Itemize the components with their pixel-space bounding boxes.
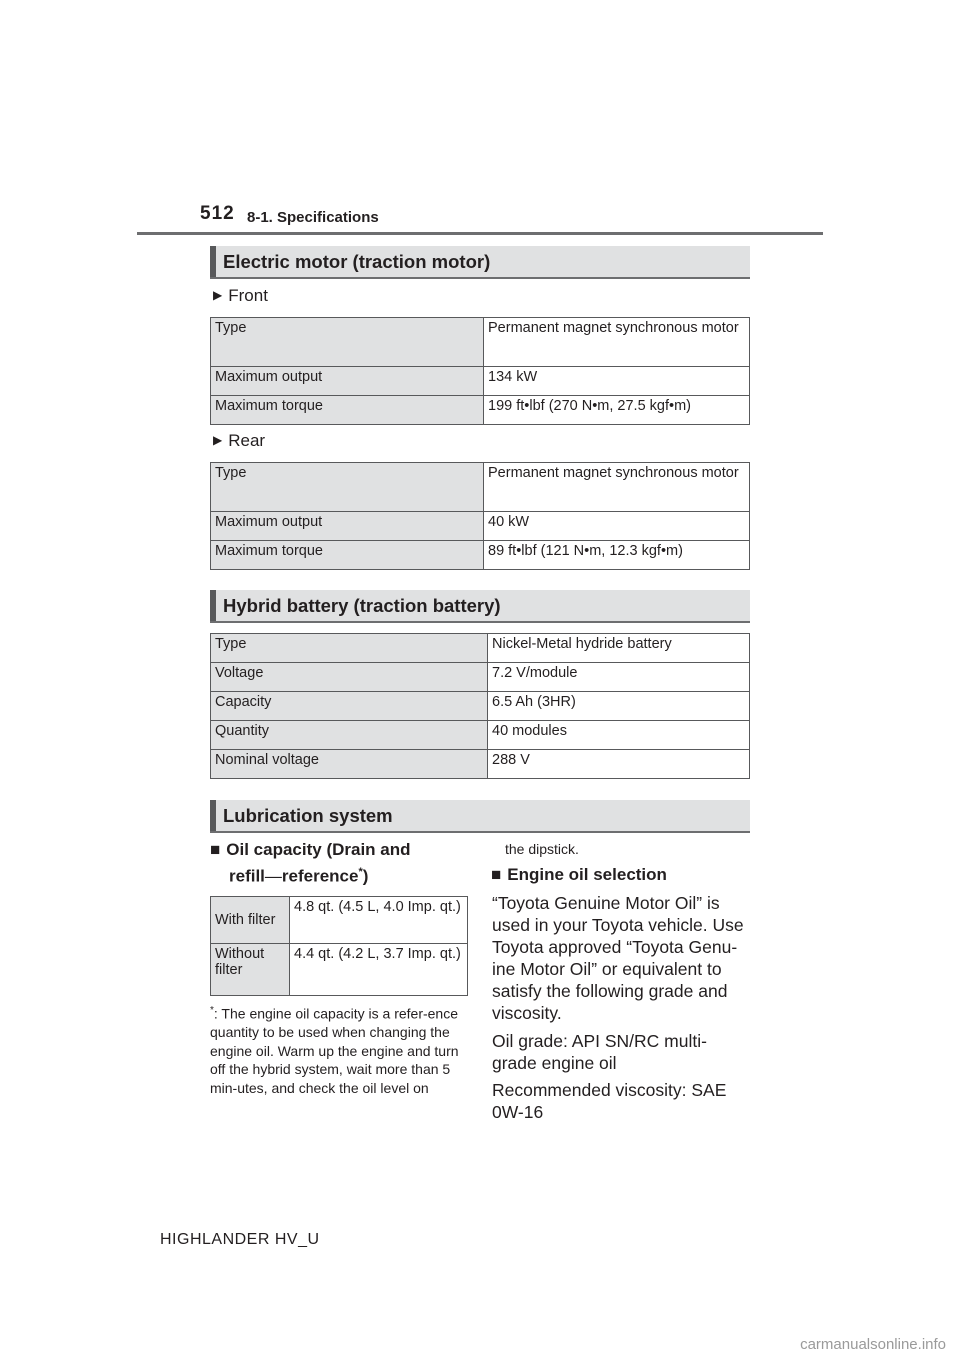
table-row [211,367,750,396]
table-row [211,663,750,692]
footnote-text: : The engine oil capacity is a refer-ence quantity to be used when changing the engine oil. Warm up the engine and turn off the hybrid system, wait more than 5 min-utes, and check the oil level on [210,1005,459,1096]
table-key: Type [211,634,488,663]
footnote-marker: * [210,1005,214,1016]
oil-capacity-footnote [210,1002,465,1097]
table-value: 40 modules [488,721,750,750]
oil-capacity-heading-line1: Oil capacity (Drain and [226,840,411,859]
heading-accent-bar [210,246,216,277]
lubrication-section-heading [210,800,750,833]
table-row [211,944,468,996]
table-row [211,692,750,721]
table-key: Quantity [211,721,488,750]
table-row [211,897,468,944]
rear-label: Rear [228,431,266,450]
table-value: Nickel-Metal hydride battery [488,634,750,663]
table-value: 288 V [488,750,750,779]
table-key: Type [211,318,484,367]
viscosity-text: Recommended viscosity: SAE 0W-16 [492,1080,727,1122]
oil-capacity-heading-line2 [229,866,368,887]
motor-section-heading [210,246,750,279]
table-row [211,512,750,541]
engine-oil-selection-heading [491,865,667,885]
square-bullet-icon: ■ [210,840,221,859]
table-value: Permanent magnet synchronous motor [484,318,750,367]
triangle-bullet-icon: ▶ [213,433,223,447]
table-key: Maximum output [211,512,484,541]
engine-oil-selection-title: Engine oil selection [507,865,667,884]
front-subheading [213,286,268,306]
engine-oil-selection-paragraph: “Toyota Genuine Motor Oil” is used in your Toyota vehicle. Use Toyota approved “Toyota Genu-ine Motor Oil” or equivalent to satisfy the following grade and viscosity. [492,893,744,1023]
lubrication-section-title: Lubrication system [223,805,393,826]
front-label: Front [228,286,268,305]
front-motor-table [210,317,750,425]
heading-accent-bar [210,590,216,621]
heading-accent-bar [210,800,216,831]
header-divider [137,232,823,235]
footnote-star: * [358,866,363,878]
table-value: 134 kW [484,367,750,396]
table-value: 4.4 qt. (4.2 L, 3.7 Imp. qt.) [290,944,468,996]
battery-table [210,633,750,779]
table-value: 40 kW [484,512,750,541]
footnote-continued: the dipstick. [505,841,579,857]
table-key: Without filter [211,944,290,996]
triangle-bullet-icon: ▶ [213,288,223,302]
table-value: 4.8 qt. (4.5 L, 4.0 Imp. qt.) [290,897,468,944]
em-dash: — [264,866,282,886]
table-value: 199 ft•lbf (270 N•m, 27.5 kgf•m) [484,396,750,425]
battery-section-heading [210,590,750,623]
rear-motor-table [210,462,750,570]
table-key: Maximum torque [211,396,484,425]
page-number: 512 [200,203,235,224]
table-key: Maximum torque [211,541,484,570]
table-value: 6.5 Ah (3HR) [488,692,750,721]
table-row [211,541,750,570]
table-key: Type [211,463,484,512]
rear-subheading [213,431,265,451]
table-row [211,750,750,779]
table-row [211,396,750,425]
footer-model: HIGHLANDER HV_U [160,1231,320,1248]
table-row [211,634,750,663]
table-key: Nominal voltage [211,750,488,779]
table-value: Permanent magnet synchronous motor [484,463,750,512]
oil-capacity-heading-close: ) [362,866,369,886]
table-key: With filter [211,897,290,944]
section-title: 8-1. Specifications [247,209,379,226]
square-bullet-icon: ■ [491,865,502,884]
battery-section-title: Hybrid battery (traction battery) [223,595,501,616]
table-key: Capacity [211,692,488,721]
oil-capacity-heading-refill: refill [229,866,265,886]
table-row [211,318,750,367]
table-value: 7.2 V/module [488,663,750,692]
table-key: Maximum output [211,367,484,396]
table-key: Voltage [211,663,488,692]
table-value: 89 ft•lbf (121 N•m, 12.3 kgf•m) [484,541,750,570]
motor-section-title: Electric motor (traction motor) [223,251,491,272]
table-row [211,721,750,750]
oil-grade-text: Oil grade: API SN/RC multi-grade engine oil [492,1031,707,1073]
table-row [211,463,750,512]
oil-capacity-table [210,896,468,996]
watermark: carmanualsonline.info [800,1336,946,1353]
oil-capacity-heading-reference: reference [281,866,359,886]
oil-capacity-heading [210,840,411,860]
